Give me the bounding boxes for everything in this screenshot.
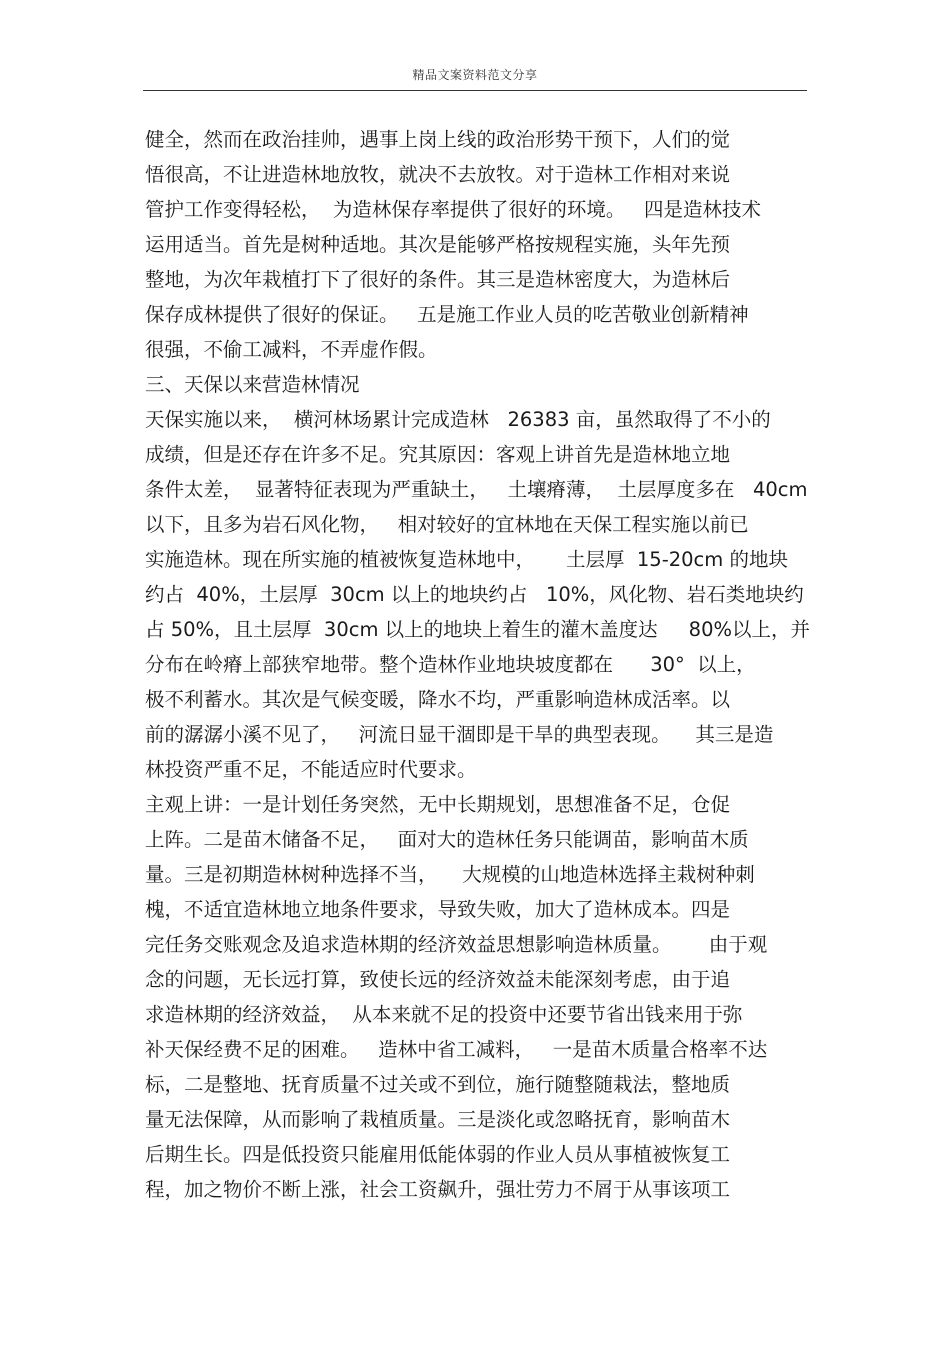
body-line: 求造林期的经济效益， 从本来就不足的投资中还要节省出钱来用于弥	[145, 1003, 743, 1026]
body-line: 条件太差， 显著特征表现为严重缺土， 土壤瘠薄， 土层厚度多在 40cm	[145, 478, 808, 501]
body-line: 极不利蓄水。其次是气候变暖，降水不均，严重影响造林成活率。以	[145, 688, 731, 711]
body-line: 槐，不适宜造林地立地条件要求，导致失败，加大了造林成本。四是	[145, 898, 731, 921]
body-line: 前的潺潺小溪不见了， 河流日显干涸即是干旱的典型表现。 其三是造	[145, 723, 774, 746]
body-line: 天保实施以来， 横河林场累计完成造林 26383 亩，虽然取得了不小的	[145, 408, 771, 431]
body-line: 标，二是整地、抚育质量不过关或不到位，施行随整随栽法，整地质	[145, 1073, 731, 1096]
body-line: 整地，为次年栽植打下了很好的条件。其三是造林密度大，为造林后	[145, 268, 731, 291]
body-line: 成绩，但是还存在许多不足。究其原因：客观上讲首先是造林地立地	[145, 443, 731, 466]
body-line: 主观上讲：一是计划任务突然，无中长期规划，思想准备不足，仓促	[145, 793, 731, 816]
header-divider	[143, 90, 807, 91]
body-line: 管护工作变得轻松， 为造林保存率提供了很好的环境。 四是造林技术	[145, 198, 761, 221]
body-line: 实施造林。现在所实施的植被恢复造林地中， 土层厚 15-20cm 的地块	[145, 548, 788, 571]
body-line: 后期生长。四是低投资只能雇用低能体弱的作业人员从事植被恢复工	[145, 1143, 731, 1166]
body-line: 运用适当。首先是树种适地。其次是能够严格按规程实施，头年先预	[145, 233, 731, 256]
body-line: 占 50%，且土层厚 30cm 以上的地块上着生的灌木盖度达 80%以上，并	[145, 618, 810, 641]
body-line: 上阵。二是苗木储备不足， 面对大的造林任务只能调苗，影响苗木质	[145, 828, 749, 851]
body-line: 约占 40%，土层厚 30cm 以上的地块约占 10%，风化物、岩石类地块约	[145, 583, 804, 606]
section-heading: 三、天保以来营造林情况	[145, 373, 360, 396]
body-line: 量无法保障，从而影响了栽植质量。三是淡化或忽略抚育，影响苗木	[145, 1108, 731, 1131]
body-line: 完任务交账观念及追求造林期的经济效益思想影响造林质量。 由于观	[145, 933, 768, 956]
body-line: 健全，然而在政治挂帅，遇事上岗上线的政治形势干预下，人们的觉	[145, 128, 731, 151]
document-body	[145, 122, 820, 1207]
body-line: 量。三是初期造林树种选择不当， 大规模的山地造林选择主栽树种刺	[145, 863, 755, 886]
body-line: 程，加之物价不断上涨，社会工资飙升，强壮劳力不屑于从事该项工	[145, 1178, 731, 1201]
body-line: 林投资严重不足，不能适应时代要求。	[145, 758, 477, 781]
body-line: 补天保经费不足的困难。 造林中省工减料， 一是苗木质量合格率不达	[145, 1038, 768, 1061]
body-line: 念的问题，无长远打算，致使长远的经济效益未能深刻考虑，由于追	[145, 968, 731, 991]
body-line: 悟很高，不让进造林地放牧，就决不去放牧。对于造林工作相对来说	[145, 163, 731, 186]
body-line: 很强，不偷工减料，不弄虚作假。	[145, 338, 438, 361]
body-line: 保存成林提供了很好的保证。 五是施工作业人员的吃苦敬业创新精神	[145, 303, 749, 326]
page-header: 精品文案资料范文分享	[412, 68, 538, 82]
body-line: 分布在岭瘠上部狭窄地带。整个造林作业地块坡度都在 30° 以上，	[145, 653, 756, 676]
body-line: 以下，且多为岩石风化物， 相对较好的宜林地在天保工程实施以前已	[145, 513, 749, 536]
